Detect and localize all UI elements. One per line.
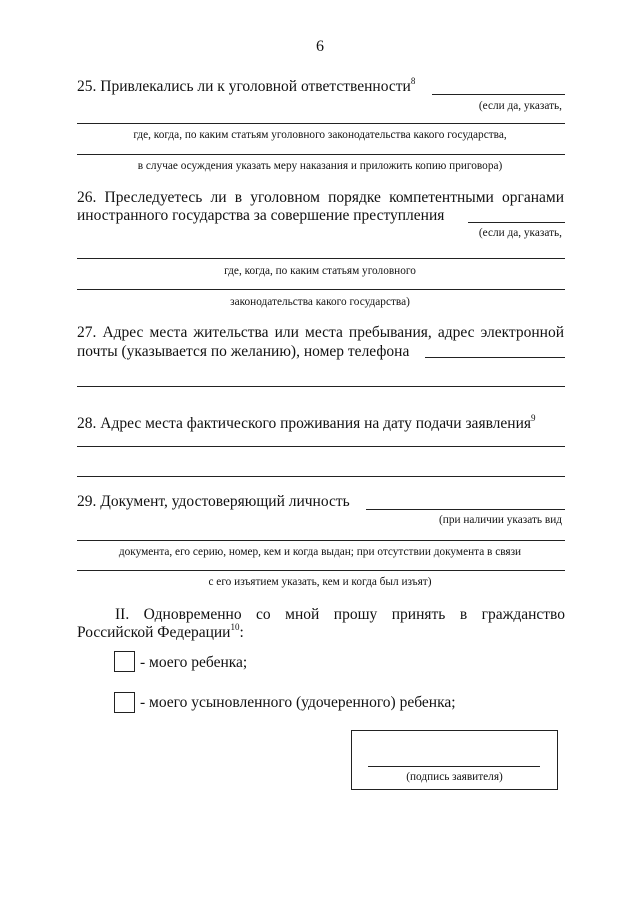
q26-hint-3: законодательства какого государства)	[230, 296, 410, 308]
section2-line-1: II. Одновременно со мной прошу принять в гражданство	[115, 606, 565, 623]
q26-line-1: 26. Преследуетесь ли в уголовном порядке компетентными органами	[77, 189, 564, 206]
q26-hint-1: (если да, указать,	[478, 227, 562, 239]
q27-answer-line[interactable]	[425, 357, 565, 358]
adopted-child-option-label: - моего усыновленного (удочеренного) ребенка;	[140, 694, 456, 711]
q25-answer-line[interactable]	[432, 94, 565, 95]
footnote-9: 9	[531, 413, 536, 423]
q27-line-1: 27. Адрес места жительства или места пребывания, адрес электронной	[77, 324, 564, 341]
q25-text: 25. Привлекались ли к уголовной ответственности	[77, 78, 411, 95]
page-number: 6	[316, 38, 324, 55]
signature-line[interactable]	[368, 766, 540, 767]
q29-hint-3: с его изъятием указать, кем и когда был изъят)	[208, 576, 432, 588]
child-option-label: - моего ребенка;	[140, 654, 248, 671]
section2-colon: :	[239, 624, 244, 641]
q29-answer-line-3[interactable]	[77, 570, 565, 571]
q29-answer-line-2[interactable]	[77, 540, 565, 541]
q26-answer-line-3[interactable]	[77, 289, 565, 290]
child-checkbox[interactable]	[114, 651, 135, 672]
adopted-child-checkbox[interactable]	[114, 692, 135, 713]
section2-line-2	[77, 623, 244, 643]
signature-caption: (подпись заявителя)	[406, 771, 503, 783]
section2-text: Российской Федерации	[77, 624, 231, 641]
q26-answer-line-2[interactable]	[77, 258, 565, 259]
q29-answer-line[interactable]	[366, 509, 565, 510]
q29-label: 29. Документ, удостоверяющий личность	[77, 493, 350, 510]
q25-answer-line-2[interactable]	[77, 123, 565, 124]
q28-answer-line-2[interactable]	[77, 476, 565, 477]
q28-label	[77, 414, 536, 434]
q26-answer-line[interactable]	[468, 222, 565, 223]
q25-answer-line-3[interactable]	[77, 154, 565, 155]
q25-hint-1: (если да, указать,	[478, 100, 562, 112]
q26-hint-2: где, когда, по каким статьям уголовного	[224, 265, 416, 277]
footnote-8: 8	[410, 76, 416, 86]
q28-answer-line[interactable]	[77, 446, 565, 447]
q29-hint-2: документа, его серию, номер, кем и когда выдан; при отсутствии документа в связи	[118, 546, 522, 558]
q27-line-2: почты (указывается по желанию), номер телефона	[77, 343, 410, 360]
q28-text: 28. Адрес места фактического проживания на дату подачи заявления	[77, 415, 532, 432]
q25-hint-3: в случае осуждения указать меру наказания и приложить копию приговора)	[137, 160, 503, 172]
q25-label	[77, 77, 415, 97]
q25-hint-2: где, когда, по каким статьям уголовного законодательства какого государства,	[133, 129, 507, 141]
q26-line-2: иностранного государства за совершение преступления	[77, 207, 445, 224]
q29-hint-1: (при наличии указать вид	[439, 514, 562, 526]
q27-answer-line-2[interactable]	[77, 386, 565, 387]
footnote-10: 10	[230, 622, 240, 632]
